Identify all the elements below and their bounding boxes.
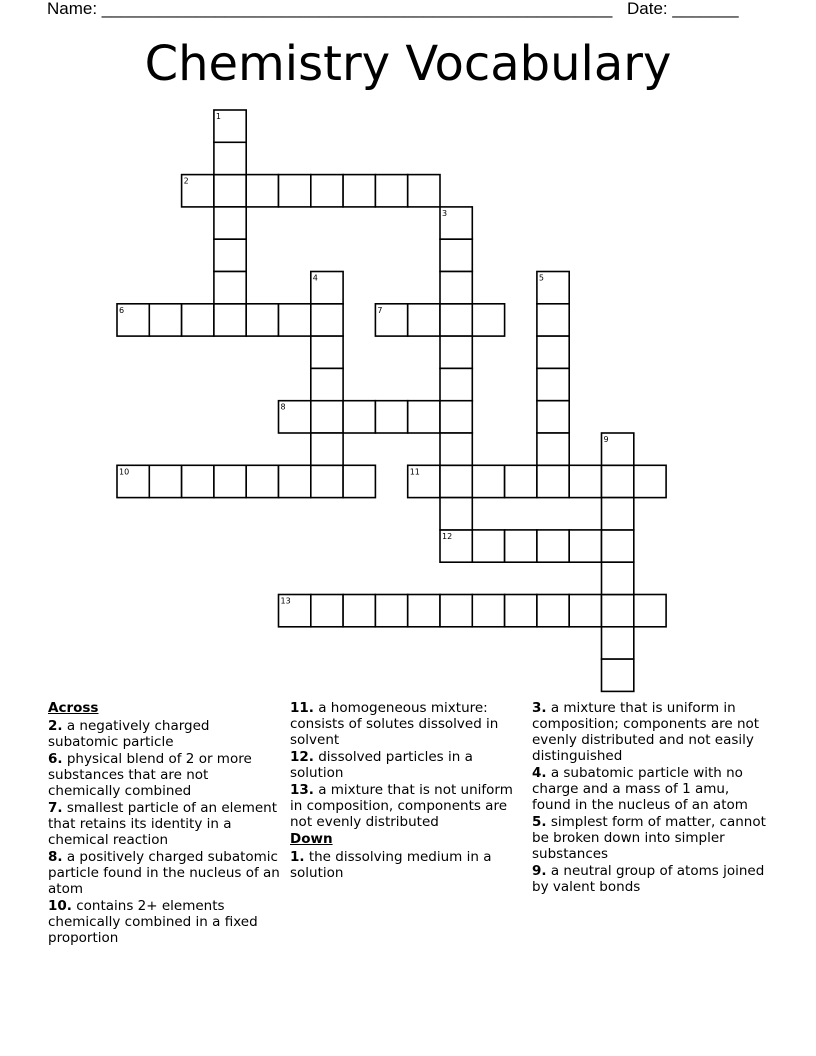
clue-number: 9. xyxy=(532,863,547,879)
clue-number: 8. xyxy=(48,849,63,865)
clue-number: 4. xyxy=(532,765,547,781)
clue-column-2 xyxy=(290,700,526,882)
crossword-cell[interactable] xyxy=(440,272,472,304)
crossword-cell[interactable] xyxy=(440,368,472,400)
clue-number: 7. xyxy=(48,800,63,816)
cell-number: 1 xyxy=(215,112,221,121)
crossword-cell[interactable] xyxy=(634,465,666,497)
cell-number: 7 xyxy=(377,305,383,315)
crossword-cell[interactable] xyxy=(537,368,569,400)
crossword-cell[interactable] xyxy=(537,595,569,627)
crossword-cell[interactable] xyxy=(408,595,440,627)
clue-across-11 xyxy=(290,700,526,748)
crossword-cell[interactable] xyxy=(505,465,537,497)
clue-text: the dissolving medium in a solution xyxy=(290,849,492,881)
crossword-cell[interactable] xyxy=(182,465,214,497)
cell-number: 4 xyxy=(312,273,318,283)
clue-text: smallest particle of an element that retains its identity in a chemical reaction xyxy=(48,800,278,848)
clue-text: contains 2+ elements chemically combined in a fixed proportion xyxy=(48,898,258,946)
crossword-cell[interactable] xyxy=(537,304,569,336)
clue-text: a negatively charged subatomic particle xyxy=(48,718,210,750)
crossword-cell[interactable] xyxy=(214,142,246,174)
clue-number: 10. xyxy=(48,898,72,914)
clue-across-2 xyxy=(48,718,284,750)
clue-text: dissolved particles in a solution xyxy=(290,749,473,781)
clue-down-3 xyxy=(532,700,772,764)
clue-text: a subatomic particle with no charge and a mass of 1 amu, found in the nucleus of an atom xyxy=(532,765,748,813)
crossword-cell[interactable] xyxy=(343,465,375,497)
cell-number: 5 xyxy=(538,273,544,283)
clue-down-4 xyxy=(532,765,772,813)
clue-number: 1. xyxy=(290,849,305,865)
crossword-cell[interactable] xyxy=(472,465,504,497)
cell-number: 10 xyxy=(119,467,130,477)
crossword-cell[interactable] xyxy=(440,239,472,271)
clue-across-8 xyxy=(48,849,284,897)
clue-text: a neutral group of atoms joined by valent bonds xyxy=(532,863,765,895)
crossword-cell[interactable] xyxy=(311,368,343,400)
crossword-cell[interactable] xyxy=(440,465,472,497)
page-title: Chemistry Vocabulary xyxy=(144,36,672,92)
clue-column-3 xyxy=(532,700,772,896)
clue-number: 13. xyxy=(290,782,314,798)
clue-number: 3. xyxy=(532,700,547,716)
crossword-cell[interactable] xyxy=(214,239,246,271)
crossword-cell[interactable] xyxy=(311,175,343,207)
crossword-cell[interactable] xyxy=(375,595,407,627)
crossword-cell[interactable] xyxy=(602,627,634,659)
crossword-cell[interactable] xyxy=(472,304,504,336)
cell-number: 8 xyxy=(280,402,286,412)
crossword-cell[interactable] xyxy=(440,304,472,336)
cell-number: 3 xyxy=(442,208,448,218)
name-line[interactable]: Name: ______________________________________________________ xyxy=(47,0,613,18)
cell-number: 2 xyxy=(183,176,189,186)
crossword-cell[interactable] xyxy=(311,595,343,627)
clue-number: 2. xyxy=(48,718,63,734)
crossword-cell[interactable] xyxy=(537,465,569,497)
crossword-cell[interactable] xyxy=(311,465,343,497)
crossword-cell[interactable] xyxy=(472,530,504,562)
crossword-cell[interactable] xyxy=(149,465,181,497)
crossword-cell[interactable] xyxy=(440,433,472,465)
clue-number: 5. xyxy=(532,814,547,830)
crossword-cell[interactable] xyxy=(537,433,569,465)
clue-down-5 xyxy=(532,814,772,862)
date-line[interactable]: Date: _______ xyxy=(627,0,739,18)
crossword-cell[interactable] xyxy=(408,401,440,433)
clue-across-7 xyxy=(48,800,284,848)
crossword-cell[interactable] xyxy=(343,401,375,433)
crossword-cell[interactable] xyxy=(505,595,537,627)
clue-across-13 xyxy=(290,782,526,830)
crossword-cell[interactable] xyxy=(602,595,634,627)
clue-text: a mixture that is not uniform in composition, components are not evenly distributed xyxy=(290,782,513,830)
cell-number: 11 xyxy=(409,467,420,477)
clue-down-1 xyxy=(290,849,526,881)
clue-number: 6. xyxy=(48,751,63,767)
crossword-cell[interactable] xyxy=(246,175,278,207)
crossword-cell[interactable] xyxy=(246,304,278,336)
crossword-cell[interactable] xyxy=(440,595,472,627)
crossword-cell[interactable] xyxy=(440,336,472,368)
crossword-cell[interactable] xyxy=(634,595,666,627)
crossword-cell[interactable] xyxy=(214,304,246,336)
crossword-cell[interactable] xyxy=(408,175,440,207)
crossword-cell[interactable] xyxy=(569,595,601,627)
crossword-cell[interactable] xyxy=(440,401,472,433)
clue-column-1 xyxy=(48,700,284,947)
cell-number: 12 xyxy=(442,531,453,541)
clue-across-10 xyxy=(48,898,284,946)
crossword-cell[interactable] xyxy=(440,498,472,530)
crossword-cell[interactable] xyxy=(569,530,601,562)
crossword-cell[interactable] xyxy=(182,304,214,336)
clue-text: simplest form of matter, cannot be broken down into simpler substances xyxy=(532,814,766,862)
crossword-cell[interactable] xyxy=(279,304,311,336)
clue-text: a homogeneous mixture: consists of solutes dissolved in solvent xyxy=(290,700,499,748)
crossword-cell[interactable] xyxy=(537,336,569,368)
crossword-cell[interactable] xyxy=(311,433,343,465)
crossword-cell[interactable] xyxy=(505,530,537,562)
crossword-cell[interactable] xyxy=(311,304,343,336)
clue-text: a positively charged subatomic particle found in the nucleus of an atom xyxy=(48,849,280,897)
crossword-cell[interactable] xyxy=(343,595,375,627)
clue-down-9 xyxy=(532,863,772,895)
crossword-cell[interactable] xyxy=(246,465,278,497)
crossword-cell[interactable] xyxy=(569,465,601,497)
down-heading: Down xyxy=(290,831,333,847)
crossword-cell[interactable] xyxy=(149,304,181,336)
crossword-cell[interactable] xyxy=(311,401,343,433)
crossword-cell[interactable] xyxy=(537,401,569,433)
clue-across-6 xyxy=(48,751,284,799)
crossword-cell[interactable] xyxy=(279,175,311,207)
clue-number: 12. xyxy=(290,749,314,765)
cell-number: 13 xyxy=(280,596,291,606)
crossword-cell[interactable] xyxy=(375,401,407,433)
crossword-cell[interactable] xyxy=(602,659,634,691)
crossword-cell[interactable] xyxy=(214,465,246,497)
clue-text: a mixture that is uniform in composition; components are not evenly distributed and not easily distinguished xyxy=(532,700,760,764)
crossword-cell[interactable] xyxy=(279,465,311,497)
across-heading: Across xyxy=(48,700,99,716)
clue-number: 11. xyxy=(290,700,314,716)
crossword-cell[interactable] xyxy=(375,175,407,207)
crossword-cell[interactable] xyxy=(602,465,634,497)
clue-across-12 xyxy=(290,749,526,781)
crossword-cell[interactable] xyxy=(602,530,634,562)
crossword-cell[interactable] xyxy=(214,272,246,304)
cell-number: 9 xyxy=(603,435,609,444)
cell-number: 6 xyxy=(119,305,125,315)
crossword-cell[interactable] xyxy=(214,175,246,207)
crossword-cell[interactable] xyxy=(472,595,504,627)
crossword-cell[interactable] xyxy=(537,530,569,562)
crossword-cell[interactable] xyxy=(408,304,440,336)
crossword-cell[interactable] xyxy=(214,207,246,239)
clue-text: physical blend of 2 or more substances that are not chemically combined xyxy=(48,751,252,799)
crossword-cell[interactable] xyxy=(602,562,634,594)
crossword-cell[interactable] xyxy=(343,175,375,207)
crossword-cell[interactable] xyxy=(311,336,343,368)
crossword-cell[interactable] xyxy=(602,498,634,530)
